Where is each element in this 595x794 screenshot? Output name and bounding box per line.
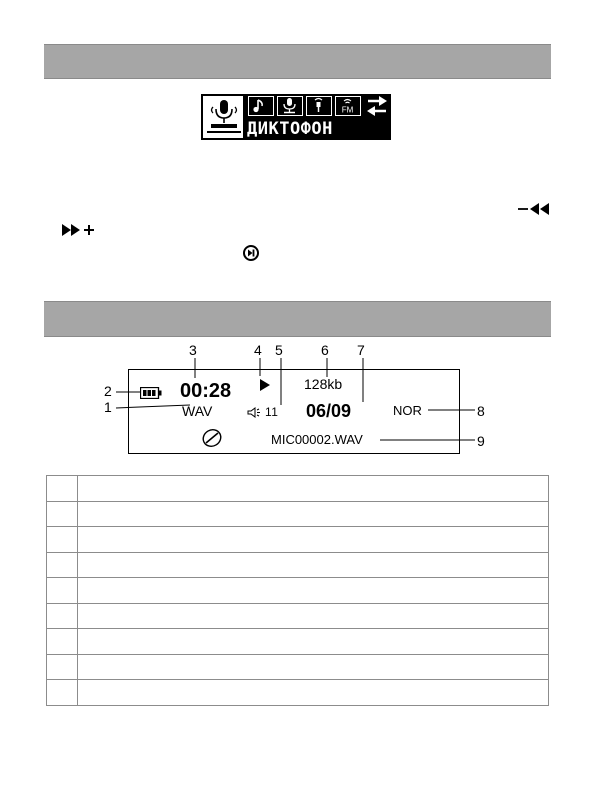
callout-4: 4 <box>254 342 262 358</box>
row-description-cell <box>78 552 549 578</box>
lcd-display <box>128 369 460 454</box>
row-number-cell <box>47 501 78 527</box>
track-counter: 06/09 <box>306 401 352 421</box>
callout-6: 6 <box>321 342 329 358</box>
table-row <box>47 578 549 604</box>
row-number-cell <box>47 476 78 502</box>
row-description-cell <box>78 527 549 553</box>
table-row <box>47 552 549 578</box>
row-number-cell <box>47 527 78 553</box>
row-number-cell <box>47 680 78 706</box>
fm-text: FM <box>341 105 354 114</box>
file-name: MIC00002.WAV <box>271 432 363 447</box>
callout-5: 5 <box>275 342 283 358</box>
row-number-cell <box>47 578 78 604</box>
row-description-cell <box>78 629 549 655</box>
bitrate: 128kb <box>304 376 343 392</box>
row-description-cell <box>78 501 549 527</box>
row-description-cell <box>78 578 549 604</box>
menu-label: ДИКТОФОН <box>245 118 391 140</box>
row-number-cell <box>47 603 78 629</box>
volume-level: 11 <box>265 405 279 419</box>
callout-2: 2 <box>104 383 112 399</box>
row-description-cell <box>78 680 549 706</box>
battery-icon <box>140 387 162 399</box>
table-row <box>47 476 549 502</box>
row-number-cell <box>47 552 78 578</box>
playback-mode: NOR <box>393 403 422 418</box>
table-row <box>47 527 549 553</box>
table-row <box>47 501 549 527</box>
row-description-cell <box>78 476 549 502</box>
callout-1: 1 <box>104 399 112 415</box>
callout-8: 8 <box>477 403 485 419</box>
table-row <box>47 603 549 629</box>
disc-icon <box>201 428 223 448</box>
callout-3: 3 <box>189 342 197 358</box>
legend-table <box>46 475 549 706</box>
row-number-cell <box>47 654 78 680</box>
file-format: WAV <box>182 403 213 419</box>
play-icon <box>259 378 271 392</box>
volume-icon <box>247 406 263 419</box>
table-row <box>47 680 549 706</box>
row-number-cell <box>47 629 78 655</box>
table-row <box>47 654 549 680</box>
row-description-cell <box>78 654 549 680</box>
elapsed-time: 00:28 <box>180 380 232 402</box>
row-description-cell <box>78 603 549 629</box>
table-row <box>47 629 549 655</box>
callout-7: 7 <box>357 342 365 358</box>
callout-9: 9 <box>477 433 485 449</box>
